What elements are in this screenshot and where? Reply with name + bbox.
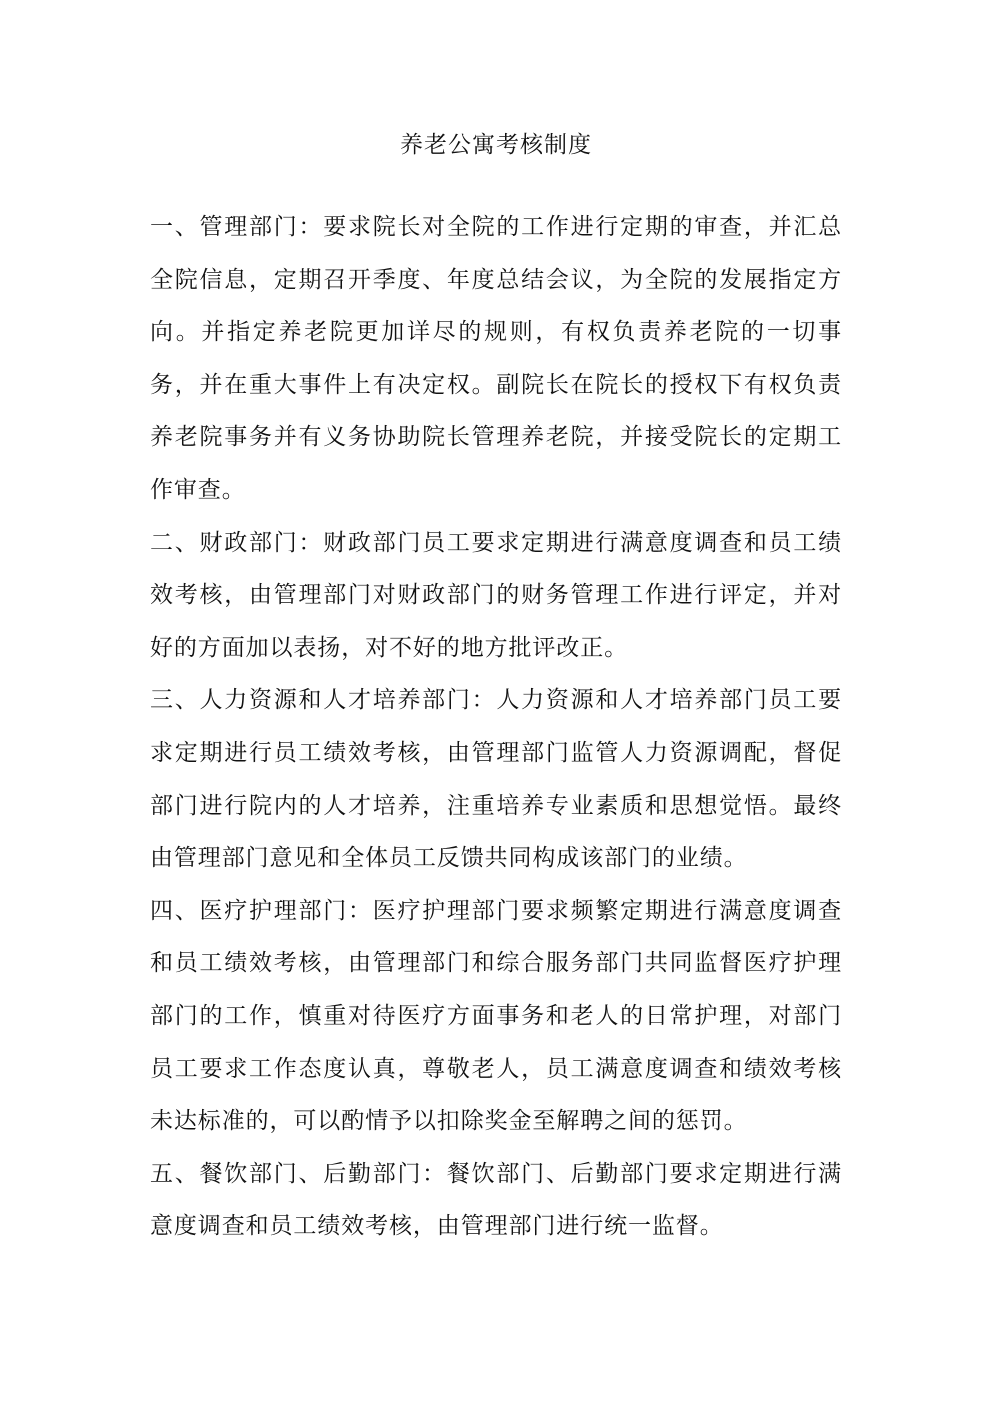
document-body bbox=[150, 201, 842, 1253]
paragraph-management: 一、管理部门：要求院长对全院的工作进行定期的审查，并汇总全院信息，定期召开季度、年度总结会议，为全院的发展指定方向。并指定养老院更加详尽的规则，有权负责养老院的一切事务，并在重大事件上有决定权。副院长在院长的授权下有权负责养老院事务并有义务协助院长管理养老院，并接受院长的定期工作审查。 bbox=[150, 214, 842, 503]
paragraph-catering-logistics: 五、餐饮部门、后勤部门：餐饮部门、后勤部门要求定期进行满意度调查和员工绩效考核，由管理部门进行统一监督。 bbox=[150, 1160, 842, 1240]
paragraph-medical-care: 四、医疗护理部门：医疗护理部门要求频繁定期进行满意度调查和员工绩效考核，由管理部门和综合服务部门共同监督医疗护理部门的工作，慎重对待医疗方面事务和老人的日常护理，对部门员工要求工作态度认真，尊敬老人，员工满意度调查和绩效考核未达标准的，可以酌情予以扣除奖金至解聘之间的惩罚。 bbox=[150, 897, 842, 1135]
paragraph-finance: 二、财政部门：财政部门员工要求定期进行满意度调查和员工绩效考核，由管理部门对财政部门的财务管理工作进行评定，并对好的方面加以表扬，对不好的地方批评改正。 bbox=[150, 529, 842, 661]
page-title: 养老公寓考核制度 bbox=[400, 132, 592, 158]
paragraph-human-resources: 三、人力资源和人才培养部门：人力资源和人才培养部门员工要求定期进行员工绩效考核，由管理部门监管人力资源调配，督促部门进行院内的人才培养，注重培养专业素质和思想觉悟。最终由管理部门意见和全体员工反馈共同构成该部门的业绩。 bbox=[150, 687, 842, 872]
